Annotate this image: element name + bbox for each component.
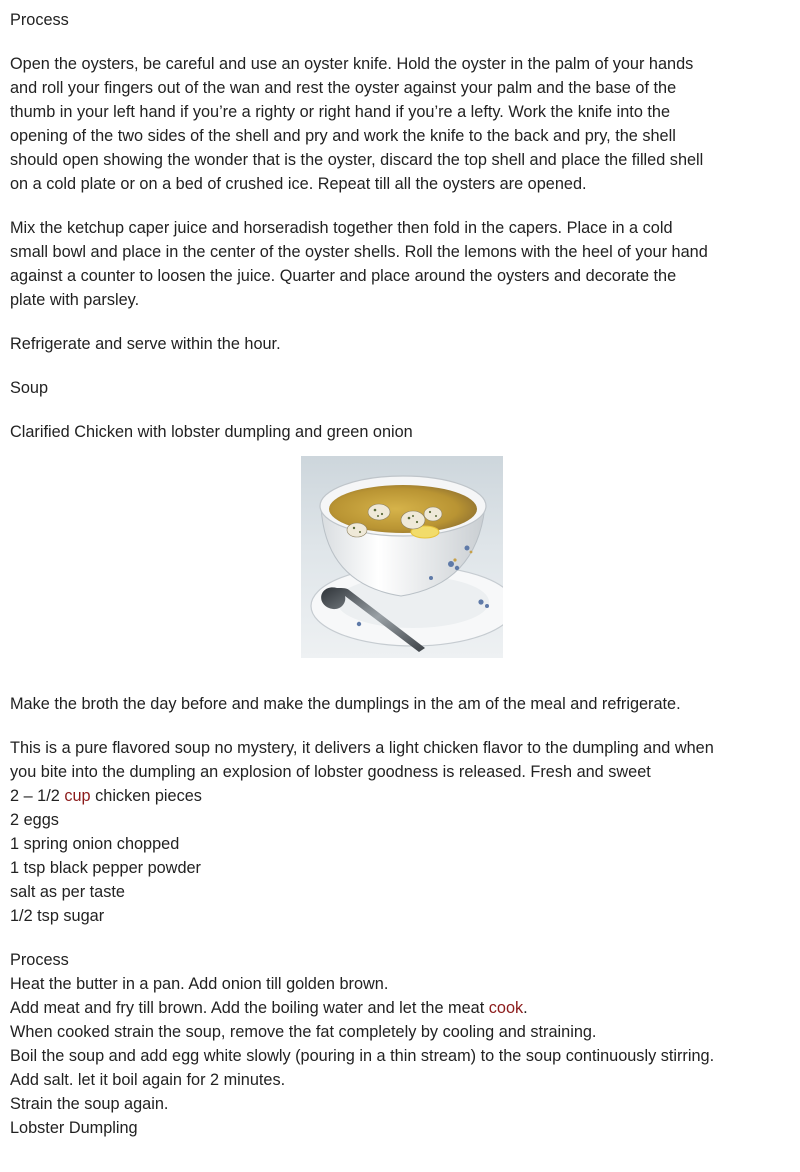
step-line	[10, 996, 795, 1020]
text-line: opening of the two sides of the shell and pry and work the knife to the back and pry, the shell	[10, 127, 676, 145]
step-line: Heat the butter in a pan. Add onion till golden brown.	[10, 975, 389, 993]
step-line: Add salt. let it boil again for 2 minutes.	[10, 1071, 286, 1089]
text-line: thumb in your left hand if you’re a righty or right hand if you’re a lefty. Work the knife into the	[10, 103, 671, 121]
soup-bowl-photo	[301, 456, 503, 658]
oysters-process-paragraph-3: Refrigerate and serve within the hour.	[10, 335, 281, 353]
ingredient-line: 1/2 tsp sugar	[10, 907, 105, 925]
ingredient-prefix: 2 – 1/2	[10, 787, 65, 805]
text-line: on a cold plate or on a bed of crushed ice. Repeat till all the oysters are opened.	[10, 175, 587, 193]
text-line: This is a pure flavored soup no mystery, it delivers a light chicken flavor to the dumpling and when	[10, 739, 714, 757]
soup-heading: Soup	[10, 379, 49, 397]
cook-link[interactable]: cook	[488, 999, 524, 1017]
step-line: Boil the soup and add egg white slowly (pouring in a thin stream) to the soup continuously stirring.	[10, 1047, 715, 1065]
step-line: Strain the soup again.	[10, 1095, 169, 1113]
text-line: should open showing the wonder that is the oyster, discard the top shell and place the filled shell	[10, 151, 704, 169]
ingredient-line: 1 tsp black pepper powder	[10, 859, 201, 877]
step-line: When cooked strain the soup, remove the fat completely by cooling and straining.	[10, 1023, 597, 1041]
recipe-document	[10, 8, 795, 1140]
oysters-process-paragraph-1	[10, 52, 795, 196]
text-line: small bowl and place in the center of the oyster shells. Roll the lemons with the heel of your hand	[10, 243, 708, 261]
text-line: against a counter to loosen the juice. Quarter and place around the oysters and decorate the	[10, 267, 677, 285]
text-line: plate with parsley.	[10, 291, 140, 309]
ingredient-line: 1 spring onion chopped	[10, 835, 180, 853]
soup-process	[10, 948, 795, 1140]
text-line: Open the oysters, be careful and use an oyster knife. Hold the oyster in the palm of your hands	[10, 55, 694, 73]
soup-description-and-ingredients	[10, 736, 795, 928]
step-prefix: Add meat and fry till brown. Add the boiling water and let the meat	[10, 999, 489, 1017]
soup-note: Make the broth the day before and make the dumplings in the am of the meal and refrigerate.	[10, 695, 681, 713]
ingredient-line: 2 eggs	[10, 811, 59, 829]
ingredient-line	[10, 784, 795, 808]
text-line: and roll your fingers out of the wan and rest the oyster against your palm and the base of the	[10, 79, 677, 97]
step-suffix: .	[523, 999, 528, 1017]
soup-process-heading: Process	[10, 951, 69, 969]
cup-link[interactable]: cup	[64, 787, 91, 805]
soup-title: Clarified Chicken with lobster dumpling and green onion	[10, 423, 413, 441]
ingredient-suffix: chicken pieces	[90, 787, 202, 805]
lobster-dumpling-heading: Lobster Dumpling	[10, 1119, 138, 1137]
text-line: Mix the ketchup caper juice and horseradish together then fold in the capers. Place in a cold	[10, 219, 673, 237]
oysters-process-paragraph-2	[10, 216, 795, 312]
text-line: you bite into the dumpling an explosion of lobster goodness is released. Fresh and sweet	[10, 763, 651, 781]
ingredient-line: salt as per taste	[10, 883, 125, 901]
oysters-process-heading: Process	[10, 11, 69, 29]
soup-bowl-illustration	[301, 456, 503, 658]
